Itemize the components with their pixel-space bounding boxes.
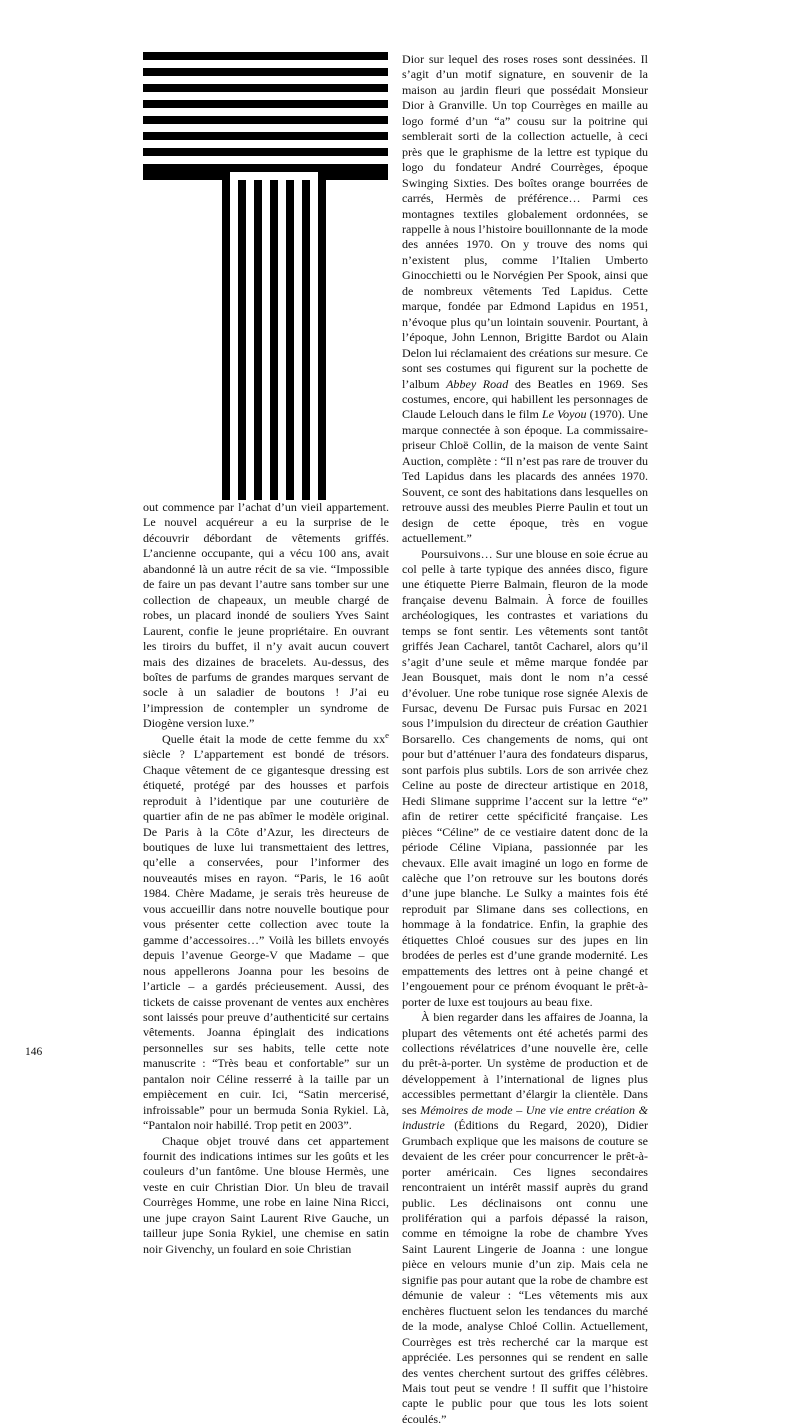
dropcap-letter-t-icon [143, 52, 389, 500]
dropcap [143, 52, 389, 500]
page-number: 146 [25, 1046, 43, 1058]
right-column [402, 52, 648, 1427]
paragraph-intro: out commence par l’achat d’un vieil appartement. Le nouvel acquéreur a eu la surprise de le découvrir débordant de vêtements griffés. L’ancienne occupante, qui a vécu 100 ans, avait abandonné là un autre récit de sa vie. “Impossible de faire un pas devant l’autre sans tomber sur une collection de chapeaux, un meuble chargé de robes, un placard inondé de souliers Yves Saint Laurent, confie le jeune propriétaire. En ouvrant les tiroirs du buffet, il n’y avait aucun couvert mais des dizaines de bracelets. Au-dessus, des boîtes de parfums de grandes marques servant de socle à un saladier de boutons ! J’ai eu l’impression de contempler un syndrome de Diogène version luxe.” [143, 500, 389, 731]
left-column [143, 52, 389, 1257]
paragraph-pret-a-porter: À bien regarder dans les affaires de Joanna, la plupart des vêtements ont été achetés parmi des collections révélatrices d’une nouvelle ère, celle du prêt-à-porter. Un système de production et de développement à l’international de lignes plus accessibles permettant d’élargir la clientèle. Dans ses Mémoires de mode – Une vie entre création & industrie (Éditions du Regard, 2020), Didier Grumbach explique que les maisons de couture se devaient de les créer pour concurrencer le prêt-à-porter américain. Ces lignes secondaires rencontraient un intérêt massif auprès du grand public. Les déclinaisons ont connu une prolifération qui a parfois dépassé la raison, comme en témoigne la robe de chambre Yves Saint Laurent Lingerie de Joanna : une longue pièce en velours munie d’un zip. Mais cela ne signifie pas pour autant que la robe de chambre est démunie de valeur : “Les vêtements mis aux enchères fluctuent selon les tendances du marché de la mode, analyse Chloé Collin. Actuellement, Courrèges est très recherché car la marque est appréciée. Les personnes qui se rendent en salle des ventes cherchent surtout des griffes célèbres. Mais tout peut se vendre ! Il suffit que l’histoire capte le public pour que tous les lots soient écoulés.” [402, 1010, 648, 1426]
paragraph-dior: Dior sur lequel des roses roses sont dessinées. Il s’agit d’un motif signature, en souvenir de la maison au jardin fleuri que possédait Monsieur Dior à Granville. Un top Courrèges en maille au logo formé d’un “a” cousu sur la poitrine qui semblerait sorti de la collection actuelle, à ceci près que le graphisme de la lettre est typique du logo du fondateur André Courrèges, époque Swinging Sixties. Des boîtes orange bourrées de carrés, Hermès de préférence… Parmi ces montagnes textiles globalement ordonnées, se rappelle à nous l’histoire bouillonnante de la mode des années 1970. On y trouve des noms qui n’existent plus, comme l’Italien Umberto Ginocchietti ou le Norvégien Per Spook, ainsi que de nombreux vêtements Ted Lapidus. Cette marque, fondée par Edmond Lapidus en 1951, n’évoque plus qu’un lointain souvenir. Pourtant, à l’époque, John Lennon, Brigitte Bardot ou Alain Delon lui réclamaient des créations sur mesure. Ce sont ses costumes qui figurent sur la pochette de l’album Abbey Road des Beatles en 1969. Ses costumes, encore, qui habillent les personnages de Claude Lelouch dans le film Le Voyou (1970). Une marque connectée à son époque. La commissaire-priseur Chloë Collin, de la maison de vente Saint Auction, complète : “Il n’est pas rare de trouver du Ted Lapidus dans les placards des années 1970. Souvent, ce sont des habitations dans lesquelles on retrouve aussi des meubles Pierre Paulin et tout un design de cette époque, très en vogue actuellement.” [402, 52, 648, 546]
paragraph-balmain: Poursuivons… Sur une blouse en soie écrue au col pelle à tarte typique des années disco, figure une étiquette Pierre Balmain, fleuron de la mode française devenu Balmain. À force de fouilles archéologiques, les contrastes et variations du temps se font sentir. Les vêtements sont tantôt griffés Jean Cacharel, tantôt Cacharel, alors qu’il s’agit d’une seule et même marque fondée par Jean Bousquet, mais dont le nom n’a cessé d’évoluer. Une robe tunique rose signée Alexis de Fursac, devenu De Fursac puis Fursac en 2021 sous l’impulsion du directeur de création Gauthier Borsarello. Ces changements de noms, qui ont pour but d’atténuer l’aura des fondateurs disparus, sont parfois plus subtils. Lors de son arrivée chez Celine au poste de directeur artistique en 2018, Hedi Slimane supprime l’accent sur la lettre “e” afin de retirer cette spécificité française. Les pièces “Céline” de ce vestiaire datent donc de la période Céline Vipiana, passionnée par les chevaux. Elle avait imaginé un logo en forme de calèche que l’on retrouve sur les boutons dorés d’une jupe blanche. Le Sulky a maintes fois été reproduit par Slimane dans ses collections, en hommage à la fondatrice. Enfin, la graphie des étiquettes Chloé cousues sur des jupes en lin brodées de perles est d’une grande modernité. Les empattements des lettres ont à peine changé et l’engouement pour ce prénom évoquant le prêt-à-porter de luxe est toujours au beau fixe. [402, 546, 648, 1009]
paragraph-objects: Chaque objet trouvé dans cet appartement fournit des indications intimes sur les goûts et les couleurs d’un fantôme. Une blouse Hermès, une veste en cuir Christian Dior. Un bleu de travail Courrèges Homme, une robe en laine Nina Ricci, une jupe crayon Saint Laurent Rive Gauche, un tailleur jupe Sonia Rykiel, une chemise en satin noir Givenchy, un foulard en soie Christian [143, 1133, 389, 1256]
paragraph-question: Quelle était la mode de cette femme du $xx^e$ siècle ? L’appartement est bondé de trésors. Chaque vêtement de ce gigantesque dressing est étiqueté, protégé par des housses et parfois reproduit à l’identique par une couturière de quartier afin de ne pas abîmer le modèle original. De Paris à la Côte d’Azur, les directeurs de boutiques de luxe lui transmettaient des lettres, qu’elle a conservées, pour l’informer des nouveautés mises en rayon. “Paris, le 16 août 1984. Chère Madame, je serais très heureuse de vous accueillir dans notre nouvelle boutique pour vous présenter cette collection avec toute la gamme d’accessoires…” Voilà les billets envoyés depuis l’avenue George-V que Madame – que nous appellerons Joanna pour les besoins de l’article – a gardés précieusement. Aussi, des tickets de caisse provenant de ventes aux enchères sont laissés pour preuve d’authenticité sur certains vêtements. Joanna épinglait des indications personnelles sur ses habits, telle cette note manuscrite : “Très beau et confortable” sur un pantalon noir Céline resserré à la taille par un empiècement en cuir. Ici, “Satin mercerisé, infroissable” pour un bermuda Sonia Rykiel. Là, “Pantalon noir habillé. Trop petit en 2003”. [143, 729, 389, 1133]
